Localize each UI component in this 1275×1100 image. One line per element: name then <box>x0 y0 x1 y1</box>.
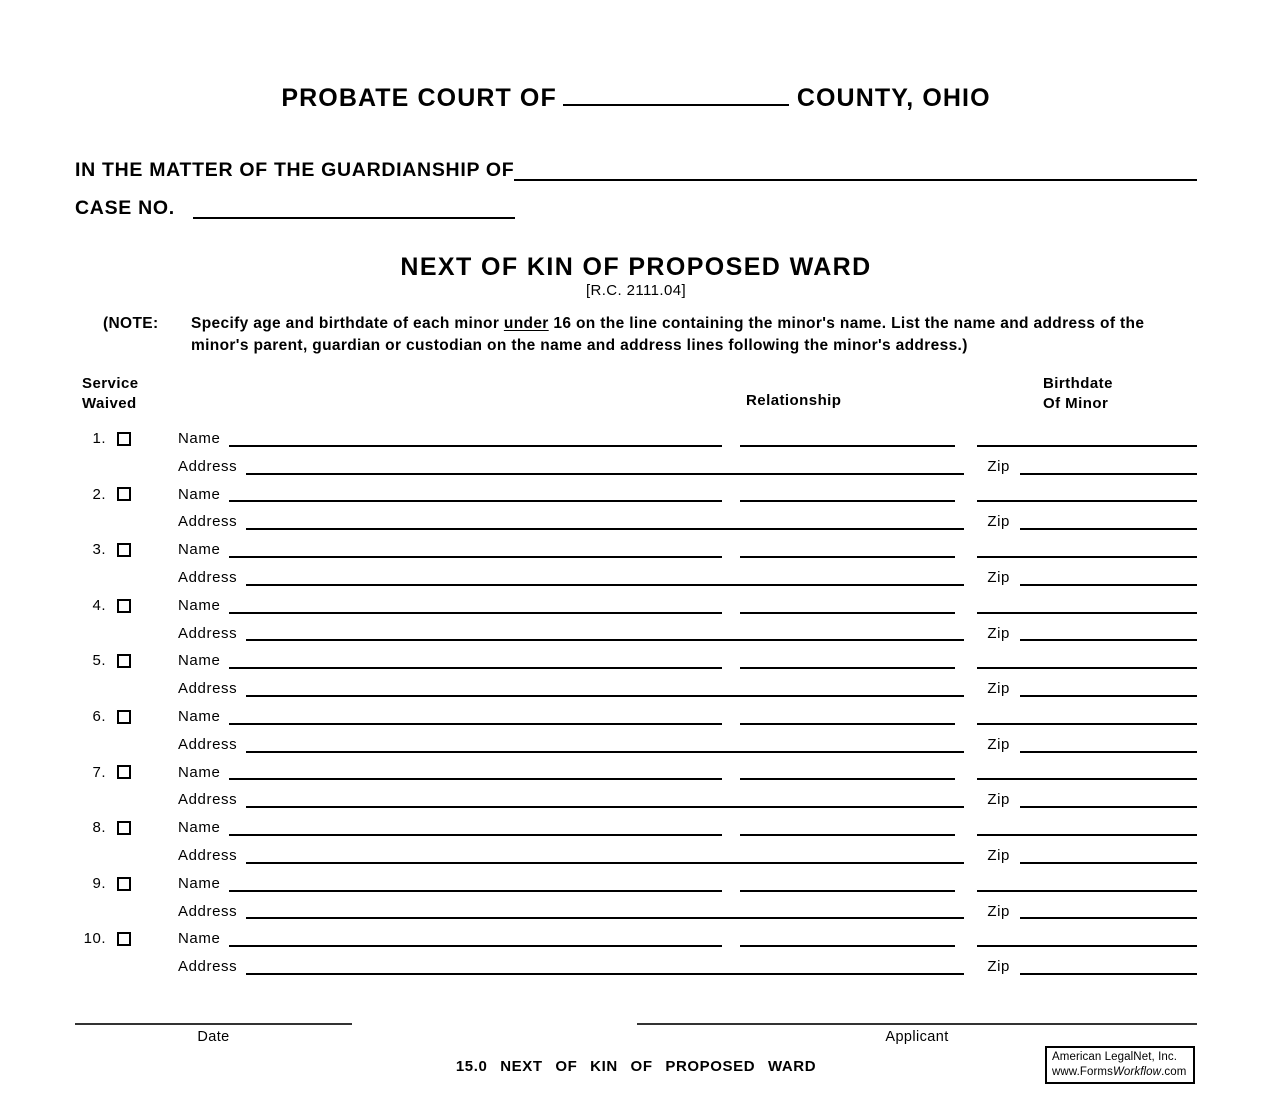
zip-label: Zip <box>987 958 1010 976</box>
name-row <box>75 530 1197 558</box>
relationship-field[interactable] <box>740 667 955 669</box>
address-row <box>75 447 1197 475</box>
legalnet-url: www.FormsWorkflow.com <box>1052 1065 1187 1078</box>
legalnet-company: American LegalNet, Inc. <box>1052 1051 1178 1063</box>
birthdate-field[interactable] <box>977 945 1197 947</box>
zip-label: Zip <box>987 735 1010 753</box>
date-signature-field[interactable] <box>75 1005 352 1025</box>
row-number: 9. <box>92 874 106 892</box>
next-of-kin-row <box>75 419 1197 475</box>
applicant-signature-field[interactable] <box>637 1005 1197 1025</box>
zip-label: Zip <box>987 569 1010 587</box>
zip-field[interactable] <box>1020 639 1197 641</box>
name-field[interactable] <box>229 667 722 669</box>
next-of-kin-row <box>75 641 1197 697</box>
name-label: Name <box>178 652 221 670</box>
address-label: Address <box>178 680 238 698</box>
zip-label: Zip <box>987 624 1010 642</box>
signature-labels <box>75 1029 1197 1045</box>
column-header-service-waived: Service Waived <box>82 375 139 413</box>
next-of-kin-row <box>75 753 1197 809</box>
service-waived-checkbox[interactable] <box>117 599 131 613</box>
address-label: Address <box>178 847 238 864</box>
name-field[interactable] <box>229 556 722 558</box>
address-label: Address <box>178 902 238 920</box>
address-label: Address <box>178 958 238 976</box>
service-waived-checkbox[interactable] <box>117 654 131 668</box>
name-label: Name <box>178 930 221 948</box>
case-number-field[interactable] <box>193 217 515 219</box>
service-waived-checkbox[interactable] <box>117 821 131 835</box>
address-row <box>75 725 1197 753</box>
row-num-area <box>75 598 178 614</box>
name-label: Name <box>178 819 221 837</box>
service-waived-checkbox[interactable] <box>117 432 131 446</box>
name-field[interactable] <box>229 612 722 614</box>
name-field[interactable] <box>229 945 722 947</box>
relationship-field[interactable] <box>740 556 955 558</box>
birthdate-field[interactable] <box>977 500 1197 502</box>
birthdate-field[interactable] <box>977 834 1197 836</box>
column-headers <box>75 374 1197 418</box>
name-label: Name <box>178 541 221 559</box>
row-num-area <box>75 542 178 558</box>
service-waived-checkbox[interactable] <box>117 710 131 724</box>
address-field[interactable] <box>246 639 964 641</box>
address-field[interactable] <box>246 473 964 475</box>
next-of-kin-row <box>75 808 1197 864</box>
note-line-2: List the name and address of the minor's parent, guardian or custodian on the name and <box>191 315 1145 354</box>
next-of-kin-rows <box>75 419 1197 975</box>
name-field[interactable] <box>229 890 722 892</box>
zip-field[interactable] <box>1020 862 1197 864</box>
address-row <box>75 558 1197 586</box>
row-num-area <box>75 709 178 725</box>
row-number: 4. <box>92 596 106 614</box>
relationship-field[interactable] <box>740 500 955 502</box>
zip-field[interactable] <box>1020 528 1197 530</box>
column-header-birthdate: Birthdate Of Minor <box>1043 375 1113 413</box>
date-label: Date <box>197 1029 230 1045</box>
legalnet-credit-box <box>1045 1046 1195 1084</box>
row-number: 2. <box>92 485 106 503</box>
row-num-area <box>75 765 178 781</box>
zip-field[interactable] <box>1020 973 1197 975</box>
next-of-kin-row <box>75 919 1197 975</box>
row-num-area <box>75 876 178 892</box>
service-waived-checkbox[interactable] <box>117 543 131 557</box>
name-row <box>75 753 1197 781</box>
name-row <box>75 419 1197 447</box>
case-row <box>75 197 1197 219</box>
name-label: Name <box>178 430 221 448</box>
birthdate-field[interactable] <box>977 556 1197 558</box>
name-row <box>75 697 1197 725</box>
name-row <box>75 864 1197 892</box>
address-field[interactable] <box>246 973 964 975</box>
zip-label: Zip <box>987 902 1010 920</box>
row-num-area <box>75 431 178 447</box>
address-label: Address <box>178 624 238 642</box>
address-field[interactable] <box>246 695 964 697</box>
service-waived-checkbox[interactable] <box>117 877 131 891</box>
relationship-field[interactable] <box>740 890 955 892</box>
address-label: Address <box>178 791 238 809</box>
note-line-3: address lines following the minor's address.) <box>620 337 968 354</box>
relationship-field[interactable] <box>740 945 955 947</box>
address-field[interactable] <box>246 806 964 808</box>
service-waived-checkbox[interactable] <box>117 487 131 501</box>
address-row <box>75 780 1197 808</box>
form-subtitle: [R.C. 2111.04] <box>585 282 687 299</box>
address-row <box>75 502 1197 530</box>
zip-field[interactable] <box>1020 473 1197 475</box>
name-field[interactable] <box>229 445 722 447</box>
relationship-field[interactable] <box>740 612 955 614</box>
next-of-kin-row <box>75 530 1197 586</box>
address-row <box>75 836 1197 864</box>
court-title-right: COUNTY, OHIO <box>796 84 991 112</box>
row-number: 7. <box>92 763 106 781</box>
row-number: 1. <box>92 430 106 448</box>
row-num-area <box>75 653 178 669</box>
birthdate-field[interactable] <box>977 723 1197 725</box>
address-field[interactable] <box>246 584 964 586</box>
address-row <box>75 892 1197 920</box>
zip-field[interactable] <box>1020 917 1197 919</box>
address-field[interactable] <box>246 862 964 864</box>
ward-name-field[interactable] <box>514 179 1197 181</box>
county-name-field[interactable] <box>563 104 789 106</box>
name-row <box>75 475 1197 503</box>
note-line-1: Specify age and birthdate of each minor under 16 on the line containing the minor's name. <box>191 315 887 332</box>
name-field[interactable] <box>229 834 722 836</box>
name-row <box>75 641 1197 669</box>
name-label: Name <box>178 708 221 726</box>
name-field[interactable] <box>229 778 722 780</box>
birthdate-field[interactable] <box>977 612 1197 614</box>
address-field[interactable] <box>246 751 964 753</box>
address-row <box>75 614 1197 642</box>
name-label: Name <box>178 596 221 614</box>
zip-label: Zip <box>987 457 1010 475</box>
row-number: 8. <box>92 819 106 837</box>
name-row <box>75 919 1197 947</box>
next-of-kin-row <box>75 864 1197 920</box>
signature-spacer <box>352 1005 637 1025</box>
row-num-area <box>75 487 178 503</box>
zip-field[interactable] <box>1020 806 1197 808</box>
address-label: Address <box>178 569 238 587</box>
next-of-kin-row <box>75 475 1197 531</box>
zip-label: Zip <box>987 791 1010 809</box>
next-of-kin-row <box>75 697 1197 753</box>
address-row <box>75 947 1197 975</box>
zip-field[interactable] <box>1020 695 1197 697</box>
service-waived-checkbox[interactable] <box>117 932 131 946</box>
court-title-left: PROBATE COURT OF <box>281 84 557 112</box>
form-number: 15.0 NEXT OF KIN OF PROPOSED WARD <box>455 1058 817 1075</box>
address-label: Address <box>178 457 238 475</box>
note-underlined-word: under <box>503 315 549 332</box>
birthdate-field[interactable] <box>977 667 1197 669</box>
relationship-field[interactable] <box>740 778 955 780</box>
address-row <box>75 669 1197 697</box>
name-label: Name <box>178 763 221 781</box>
next-of-kin-row <box>75 586 1197 642</box>
signature-lines <box>75 1005 1197 1025</box>
form-title: NEXT OF KIN OF PROPOSED WARD <box>400 253 872 281</box>
birthdate-field[interactable] <box>977 890 1197 892</box>
matter-row <box>75 159 1197 181</box>
birthdate-field[interactable] <box>977 445 1197 447</box>
zip-field[interactable] <box>1020 751 1197 753</box>
birthdate-field[interactable] <box>977 778 1197 780</box>
case-label: CASE NO. <box>75 197 175 219</box>
zip-field[interactable] <box>1020 584 1197 586</box>
note-text <box>191 313 1159 357</box>
column-header-relationship: Relationship <box>746 392 842 409</box>
name-row <box>75 808 1197 836</box>
relationship-field[interactable] <box>740 445 955 447</box>
row-number: 10. <box>83 930 106 948</box>
matter-label: IN THE MATTER OF THE GUARDIANSHIP OF <box>75 159 515 181</box>
row-number: 6. <box>92 708 106 726</box>
court-title <box>75 84 1197 113</box>
relationship-field[interactable] <box>740 723 955 725</box>
row-num-area <box>75 820 178 836</box>
address-label: Address <box>178 513 238 531</box>
address-label: Address <box>178 735 238 753</box>
name-field[interactable] <box>229 500 722 502</box>
relationship-field[interactable] <box>740 834 955 836</box>
note-prefix: (NOTE: <box>103 315 159 332</box>
zip-label: Zip <box>987 513 1010 531</box>
row-number: 5. <box>92 652 106 670</box>
zip-label: Zip <box>987 680 1010 698</box>
name-label: Name <box>178 874 221 892</box>
note-block <box>103 313 1159 357</box>
row-number: 3. <box>92 541 106 559</box>
address-field[interactable] <box>246 917 964 919</box>
row-num-area <box>75 931 178 947</box>
service-waived-checkbox[interactable] <box>117 765 131 779</box>
name-label: Name <box>178 485 221 503</box>
name-field[interactable] <box>229 723 722 725</box>
applicant-label: Applicant <box>885 1029 949 1045</box>
name-row <box>75 586 1197 614</box>
zip-label: Zip <box>987 847 1010 864</box>
address-field[interactable] <box>246 528 964 530</box>
